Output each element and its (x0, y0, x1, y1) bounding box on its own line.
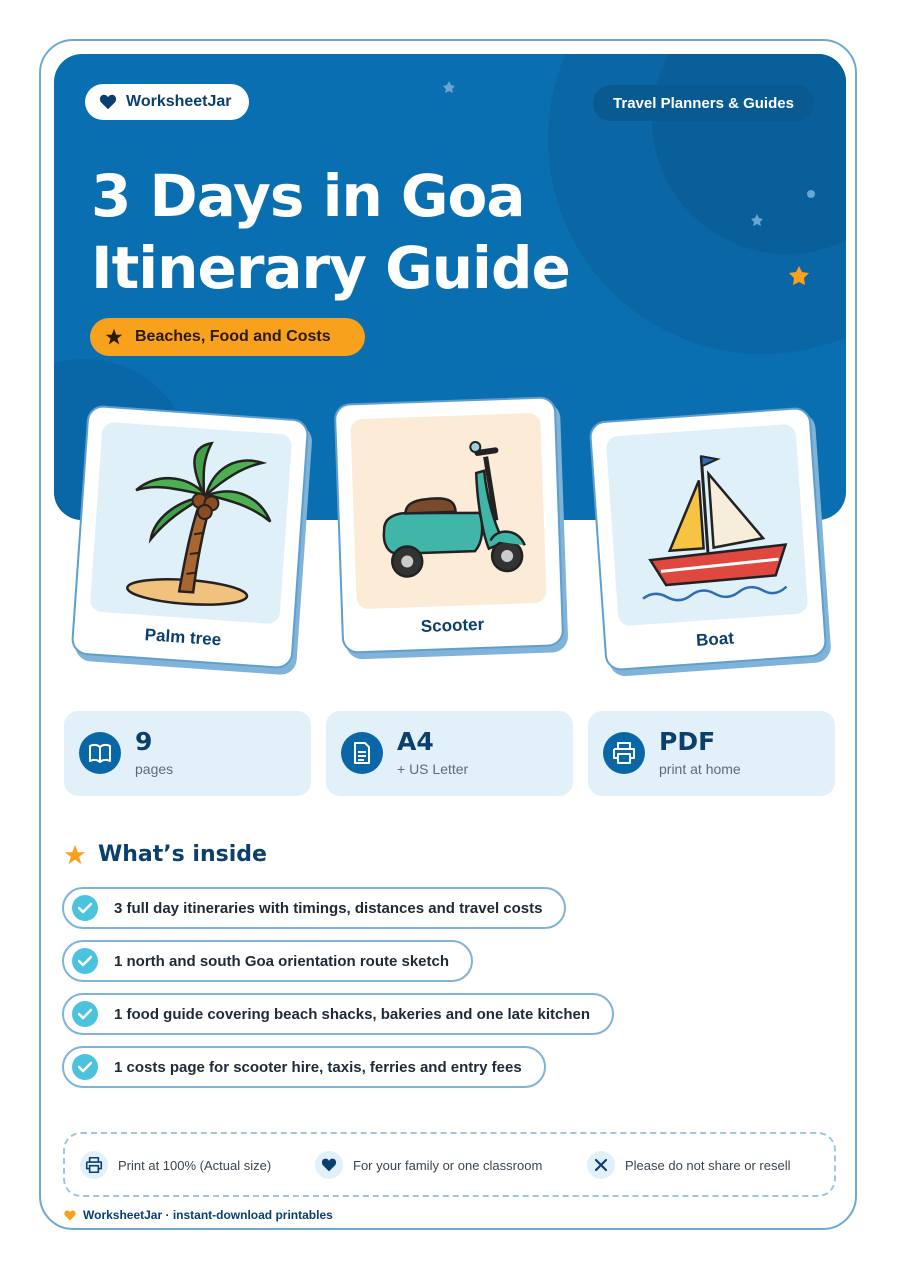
brand-name: WorksheetJar (126, 93, 232, 110)
check-icon (72, 895, 98, 921)
list-item-text: 3 full day itineraries with timings, distances and travel costs (114, 899, 543, 917)
note-family (315, 1151, 542, 1179)
list-item (62, 940, 473, 982)
stat-format (588, 711, 835, 796)
note-text: For your family or one classroom (353, 1157, 543, 1173)
card-label: Boat (695, 628, 735, 651)
note-text: Print at 100% (Actual size) (118, 1157, 272, 1173)
heart-icon (99, 94, 117, 110)
star-icon (105, 328, 123, 346)
check-icon (72, 948, 98, 974)
card-palm-tree (71, 405, 310, 670)
star-icon (64, 844, 86, 866)
brand-badge (85, 84, 249, 120)
title-line: 3 Days in Goa (91, 162, 525, 230)
scooter-illustration (336, 398, 565, 616)
stat-sub: pages (135, 761, 174, 777)
section-heading (64, 842, 267, 867)
stat-value: A4 (397, 727, 434, 756)
list-item (62, 993, 614, 1035)
heart-icon (315, 1151, 343, 1179)
dot-icon (807, 190, 815, 198)
palm-tree-illustration (75, 407, 311, 632)
printer-icon (80, 1151, 108, 1179)
star-icon (751, 214, 763, 226)
card-label: Scooter (420, 614, 485, 637)
note-print (80, 1151, 271, 1179)
page-title (91, 160, 651, 304)
check-icon (72, 1054, 98, 1080)
card-boat (589, 407, 828, 672)
note-no-share (587, 1151, 790, 1179)
category-badge: Travel Planners & Guides (593, 85, 814, 121)
card-label: Palm tree (144, 625, 222, 650)
close-icon (587, 1151, 615, 1179)
list-item-text: 1 north and south Goa orientation route sketch (114, 952, 450, 970)
footer (64, 1208, 333, 1222)
stat-size (326, 711, 573, 796)
title-line: Itinerary Guide (91, 234, 570, 302)
card-scooter (334, 396, 565, 654)
star-icon (443, 81, 455, 93)
subtitle-pill (90, 318, 365, 356)
list-item-text: 1 food guide covering beach shacks, bakeries and one late kitchen (114, 1005, 590, 1023)
check-icon (72, 1001, 98, 1027)
book-icon (79, 732, 121, 774)
subtitle-text: Beaches, Food and Costs (135, 328, 331, 345)
printer-icon (603, 732, 645, 774)
star-icon (789, 266, 809, 285)
heart-icon (64, 1210, 76, 1221)
note-text: Please do not share or resell (625, 1157, 791, 1173)
list-item (62, 1046, 546, 1088)
stat-value: 9 (135, 727, 153, 756)
stat-sub: print at home (659, 761, 741, 777)
list-item-text: 1 costs page for scooter hire, taxis, ferries and entry fees (114, 1058, 522, 1076)
sailboat-illustration (591, 408, 827, 633)
list-item (62, 887, 566, 929)
document-icon (341, 732, 383, 774)
usage-notes (63, 1132, 836, 1197)
stat-pages (64, 711, 311, 796)
section-title: What’s inside (98, 842, 267, 867)
footer-text: WorksheetJar · instant-download printables (83, 1208, 333, 1222)
stat-sub: + US Letter (397, 761, 469, 777)
stat-value: PDF (659, 727, 716, 756)
